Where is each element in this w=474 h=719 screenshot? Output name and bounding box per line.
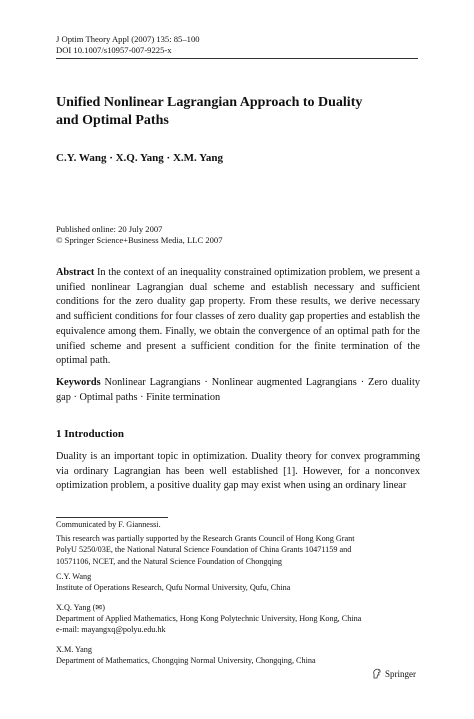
- journal-citation: J Optim Theory Appl (2007) 135: 85–100: [56, 34, 200, 44]
- author3-affiliation: Department of Mathematics, Chongqing Normal University, Chongqing, China: [56, 656, 316, 665]
- author3-name: X.M. Yang: [56, 645, 92, 654]
- section-heading: 1 Introduction: [56, 428, 124, 440]
- springer-wordmark: Springer: [385, 668, 416, 679]
- intro-text-after: ]. However, for a nonconvex optimization problem, a positive duality gap may exist when using an ordinary linear: [56, 465, 420, 492]
- abstract-label: Abstract: [56, 267, 95, 278]
- keywords-text: Nonlinear Lagrangians · Nonlinear augmented Lagrangians · Zero duality gap · Optimal paths · Finite termination: [56, 377, 421, 403]
- publisher-logo: [372, 668, 416, 679]
- copyright: © Springer Science+Business Media, LLC 2007: [56, 235, 223, 245]
- keywords: [56, 376, 420, 405]
- springer-horse-icon: [372, 668, 382, 679]
- keywords-label: Keywords: [56, 377, 101, 388]
- introduction-paragraph: [56, 450, 420, 494]
- author-list: C.Y. Wang · X.Q. Yang · X.M. Yang: [56, 152, 223, 164]
- doi: DOI 10.1007/s10957-007-9225-x: [56, 45, 172, 55]
- communicated-by: Communicated by F. Giannessi.: [56, 520, 161, 529]
- author2-affiliation: Department of Applied Mathematics, Hong Kong Polytechnic University, Hong Kong, China: [56, 614, 362, 623]
- title-line-2: and Optimal Paths: [56, 113, 169, 128]
- published-online: Published online: 20 July 2007: [56, 224, 163, 234]
- author1-affiliation: Institute of Operations Research, Qufu Normal University, Qufu, China: [56, 583, 291, 592]
- citation-link[interactable]: 1: [286, 465, 292, 477]
- footnote-rule: [56, 517, 168, 518]
- author2-email[interactable]: e-mail: mayangxq@polyu.edu.hk: [56, 625, 166, 634]
- paper-title: [56, 94, 418, 130]
- intro-text-before: Duality is an important topic in optimization. Duality theory for convex programming via ordinary Lagrangian has been well established [: [56, 451, 420, 477]
- title-line-1: Unified Nonlinear Lagrangian Approach to Duality: [56, 95, 363, 110]
- header-rule: [56, 58, 418, 59]
- abstract-text: In the context of an inequality constrained optimization problem, we present a unified nonlinear Lagrangian dual scheme and establish necessary and sufficient conditions for the zero duality gap property. From these results, we derive necessary and sufficient conditions for four classes of zero duality gap properties and establish the equivalence among them. Finally, we obtain the convergence of an optimal path for the unified scheme and present a sufficient condition for the finite termination of the optimal path.: [56, 267, 420, 367]
- funding-note: This research was partially supported by the Research Grants Council of Hong Kong Grant PolyU 5250/03E, the National Natural Science Foundation of China Grants 10471159 and 10571106, NCET, and the Natural Science Foundation of Chongqing: [56, 534, 355, 566]
- author2-name: X.Q. Yang (✉): [56, 603, 105, 612]
- abstract: [56, 266, 420, 369]
- author1-name: C.Y. Wang: [56, 572, 92, 581]
